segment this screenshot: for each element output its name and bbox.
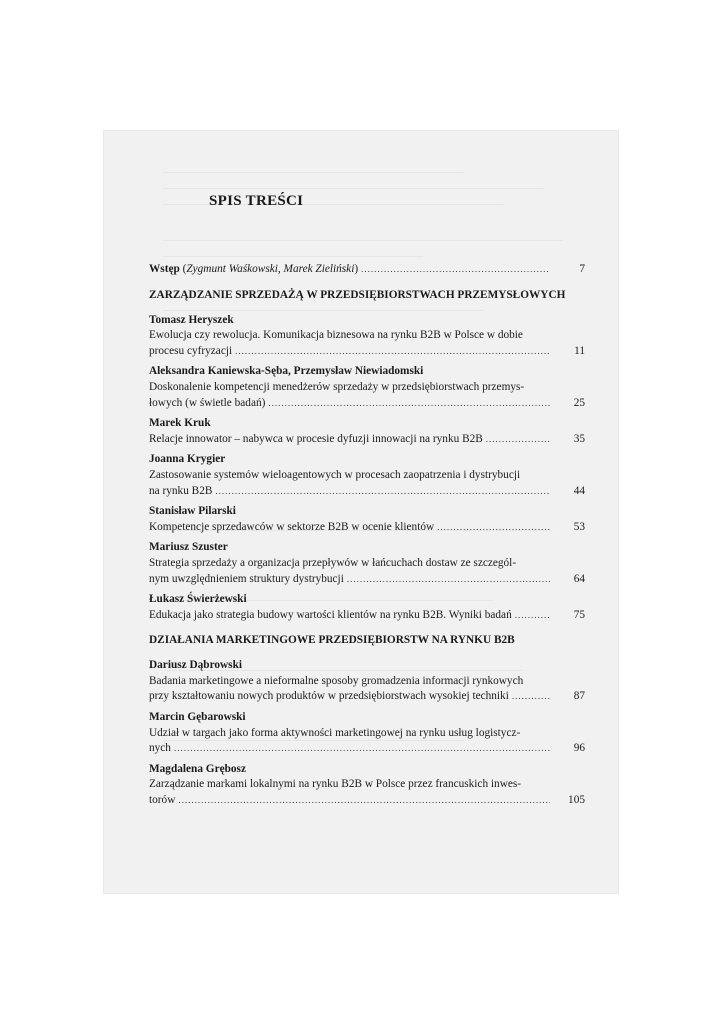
intro-editors: Zygmunt Waśkowski, Marek Zieliński (186, 263, 355, 275)
entry-title-line: Relacje innowator – nabywca w procesie dyfuzji innowacji na rynku B2B (149, 432, 483, 445)
page-title: SPIS TREŚCI (209, 193, 304, 209)
toc-entry (149, 313, 585, 360)
toc-entry (149, 592, 585, 623)
dot-leader (512, 689, 550, 705)
entry-author: Łukasz Świerżewski (149, 593, 247, 606)
toc-line (149, 793, 585, 809)
dot-leader (215, 484, 550, 500)
toc-line (149, 432, 585, 448)
toc-section (149, 633, 585, 808)
toc-line (149, 689, 585, 705)
toc-line (149, 344, 585, 360)
page-number: 75 (573, 608, 585, 621)
table-of-contents (149, 262, 585, 814)
entry-title-line: Zarządzanie markami lokalnymi na rynku B2B w Polsce przez francuskich inwes- (149, 778, 522, 791)
entry-title-line: Badania marketingowe a nieformalne sposoby gromadzenia informacji rynkowych (149, 674, 524, 687)
dot-leader (174, 741, 550, 757)
entry-title-line: Kompetencje sprzedawców w sektorze B2B w ocenie klientów (149, 520, 435, 533)
page-number: 7 (579, 263, 585, 275)
toc-line (149, 741, 585, 757)
entry-author: Mariusz Szuster (149, 541, 228, 554)
page-number: 11 (574, 344, 585, 357)
section-heading: ZARZĄDZANIE SPRZEDAŻĄ W PRZEDSIĘBIORSTWACH PRZEMYSŁOWYCH (149, 288, 566, 301)
entry-title-line: łowych (w świetle badań) (149, 396, 266, 409)
intro-entry (149, 262, 585, 278)
dot-leader (437, 520, 550, 536)
toc-entry (149, 658, 585, 705)
entry-author: Dariusz Dąbrowski (149, 659, 243, 672)
entry-title-line: nym uwzględnieniem struktury dystrybucji (149, 572, 344, 585)
intro-text: Wstęp (Zygmunt Waśkowski, Marek Zieliński) (149, 263, 359, 275)
dot-leader (347, 572, 550, 588)
toc-line (149, 396, 585, 412)
page-number: 105 (568, 794, 585, 807)
page-number: 96 (573, 742, 585, 755)
entry-title-line: Doskonalenie kompetencji menedżerów sprzedaży w przedsiębiorstwach przemys- (149, 380, 525, 393)
dot-leader (361, 262, 550, 278)
toc-line (149, 520, 585, 536)
entry-title-line: Strategia sprzedaży a organizacja przepływów w łańcuchach dostaw ze szczegól- (149, 556, 517, 569)
dot-leader (486, 432, 550, 448)
dot-leader (515, 608, 550, 624)
entry-author: Tomasz Heryszek (149, 313, 234, 326)
entry-author: Joanna Krygier (149, 453, 226, 466)
page-number: 53 (573, 520, 585, 533)
entry-title-line: torów (149, 794, 176, 807)
toc-entry (149, 416, 585, 447)
entry-title-line: Udział w targach jako forma aktywności marketingowej na rynku usług logistycz- (149, 726, 521, 739)
toc-line (149, 262, 585, 278)
dot-leader (178, 793, 550, 809)
page-number: 25 (573, 396, 585, 409)
toc-entry (149, 452, 585, 499)
intro-label: Wstęp (149, 263, 180, 275)
dot-leader (235, 344, 550, 360)
section-heading: DZIAŁANIA MARKETINGOWE PRZEDSIĘBIORSTW NA RYNKU B2B (149, 634, 515, 647)
entry-title-line: Edukacja jako strategia budowy wartości klientów na rynku B2B. Wyniki badań (149, 608, 512, 621)
entry-author: Marek Kruk (149, 417, 211, 430)
entry-author: Magdalena Grębosz (149, 762, 246, 775)
entry-title-line: Ewolucja czy rewolucja. Komunikacja biznesowa na rynku B2B w Polsce w dobie (149, 329, 523, 342)
toc-entry (149, 540, 585, 587)
page-number: 87 (573, 690, 585, 703)
toc-entry (149, 710, 585, 757)
toc-line (149, 608, 585, 624)
entry-author: Aleksandra Kaniewska-Sęba, Przemysław Niewiadomski (149, 365, 424, 378)
toc-entry (149, 762, 585, 809)
entry-author: Stanisław Pilarski (149, 505, 236, 518)
toc-entry (149, 364, 585, 411)
entry-author: Marcin Gębarowski (149, 711, 246, 724)
dot-leader (268, 396, 550, 412)
page-number: 64 (573, 572, 585, 585)
entry-title-line: przy kształtowaniu nowych produktów w przedsiębiorstwach wysokiej techniki (149, 690, 509, 703)
toc-line (149, 484, 585, 500)
page-number: 35 (573, 432, 585, 445)
entry-title-line: Zastosowanie systemów wieloagentowych w procesach zaopatrzenia i dystrybucji (149, 468, 521, 481)
entry-title-line: procesu cyfryzacji (149, 344, 233, 357)
page-number: 44 (573, 484, 585, 497)
toc-line (149, 572, 585, 588)
toc-entry (149, 504, 585, 535)
entry-title-line: na rynku B2B (149, 484, 213, 497)
toc-section (149, 288, 585, 624)
entry-title-line: nych (149, 742, 171, 755)
